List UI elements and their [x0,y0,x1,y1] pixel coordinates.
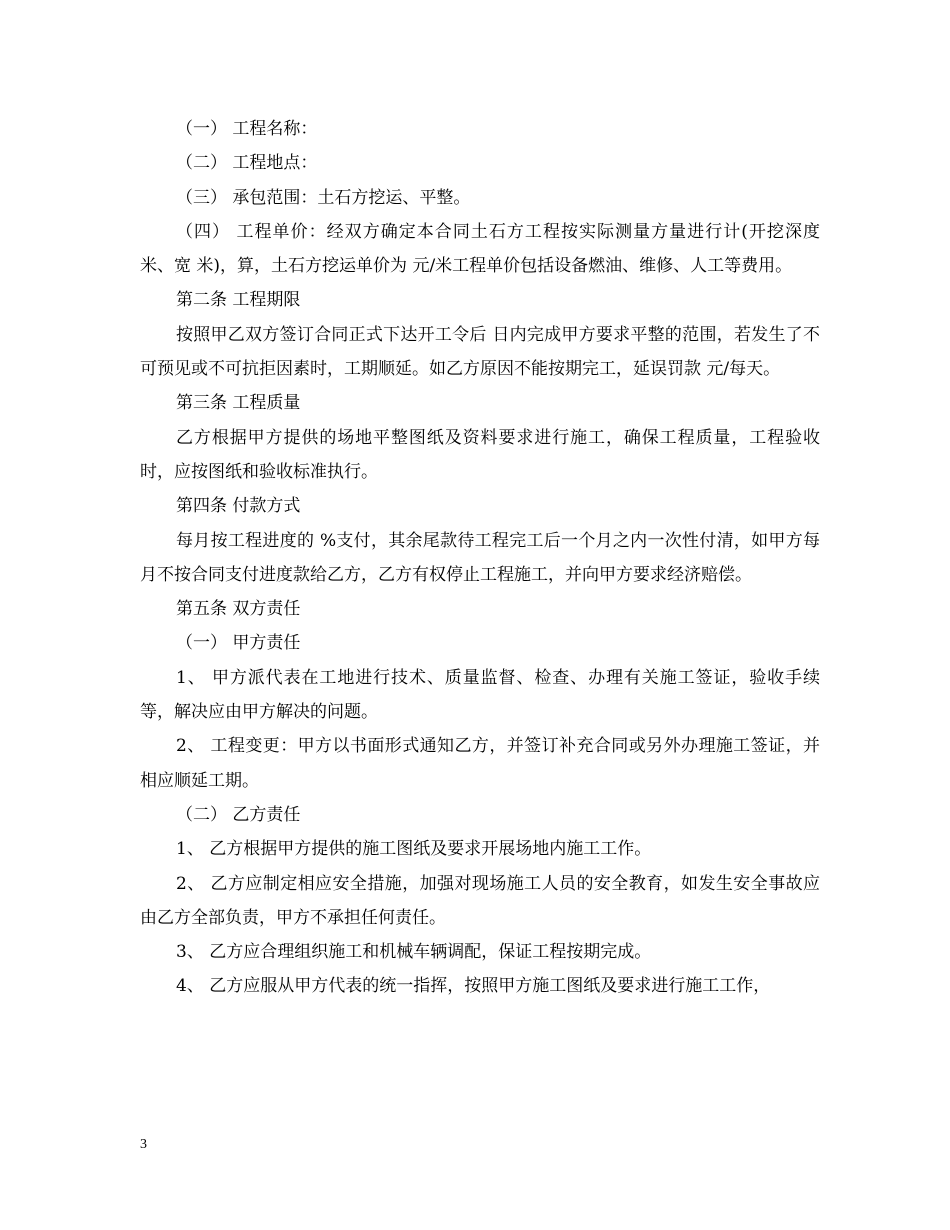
party-a-item-2: 2、 工程变更：甲方以书面形式通知乙方，并签订补充合同或另外办理施工签证，并相应顺延工期。 [140,736,820,791]
article-4-body: 每月按工程进度的 %支付，其余尾款待工程完工后一个月之内一次性付清，如甲方每月不按合同支付进度款给乙方，乙方有权停止工程施工，并向甲方要求经济赔偿。 [140,530,820,585]
party-b-responsibility-heading: （二） 乙方责任 [176,804,301,825]
party-b-item-3: 3、 乙方应合理组织施工和机械车辆调配，保证工程按期完成。 [176,942,652,963]
article-2-heading: 第二条 工程期限 [176,290,301,311]
party-b-item-1: 1、 乙方根据甲方提供的施工图纸及要求开展场地内施工工作。 [176,839,652,860]
article-4-heading: 第四条 付款方式 [176,496,301,517]
article-3-heading: 第三条 工程质量 [176,393,301,414]
party-b-item-2: 2、 乙方应制定相应安全措施，加强对现场施工人员的安全教育，如发生安全事故应由乙方全部负责，甲方不承担任何责任。 [140,873,820,928]
party-b-item-4: 4、 乙方应服从甲方代表的统一指挥，按照甲方施工图纸及要求进行施工工作， [176,976,771,997]
clause-project-location: （二） 工程地点： [176,153,318,174]
party-a-responsibility-heading: （一） 甲方责任 [176,633,301,654]
clause-unit-price: （四） 工程单价：经双方确定本合同土石方工程按实际测量方量进行计(开挖深度 米、宽 米)，算，土石方挖运单价为 元/米工程单价包括设备燃油、维修、人工等费用。 [140,221,820,277]
clause-project-name: （一） 工程名称： [176,119,318,139]
article-3-body: 乙方根据甲方提供的场地平整图纸及资料要求进行施工，确保工程质量，工程验收时，应按图纸和验收标准执行。 [140,427,820,482]
article-5-heading: 第五条 双方责任 [176,599,301,620]
document-body [140,112,820,1004]
party-a-item-1: 1、 甲方派代表在工地进行技术、质量监督、检查、办理有关施工签证，验收手续等，解决应由甲方解决的问题。 [140,667,820,723]
article-2-body: 按照甲乙双方签订合同正式下达开工令后 日内完成甲方要求平整的范围，若发生了不可预见或不可抗拒因素时，工期顺延。如乙方原因不能按期完工，延误罚款 元/每天。 [140,324,820,380]
clause-contract-scope: （三） 承包范围：土石方挖运、平整。 [176,187,471,208]
page-number: 3 [140,1137,147,1152]
